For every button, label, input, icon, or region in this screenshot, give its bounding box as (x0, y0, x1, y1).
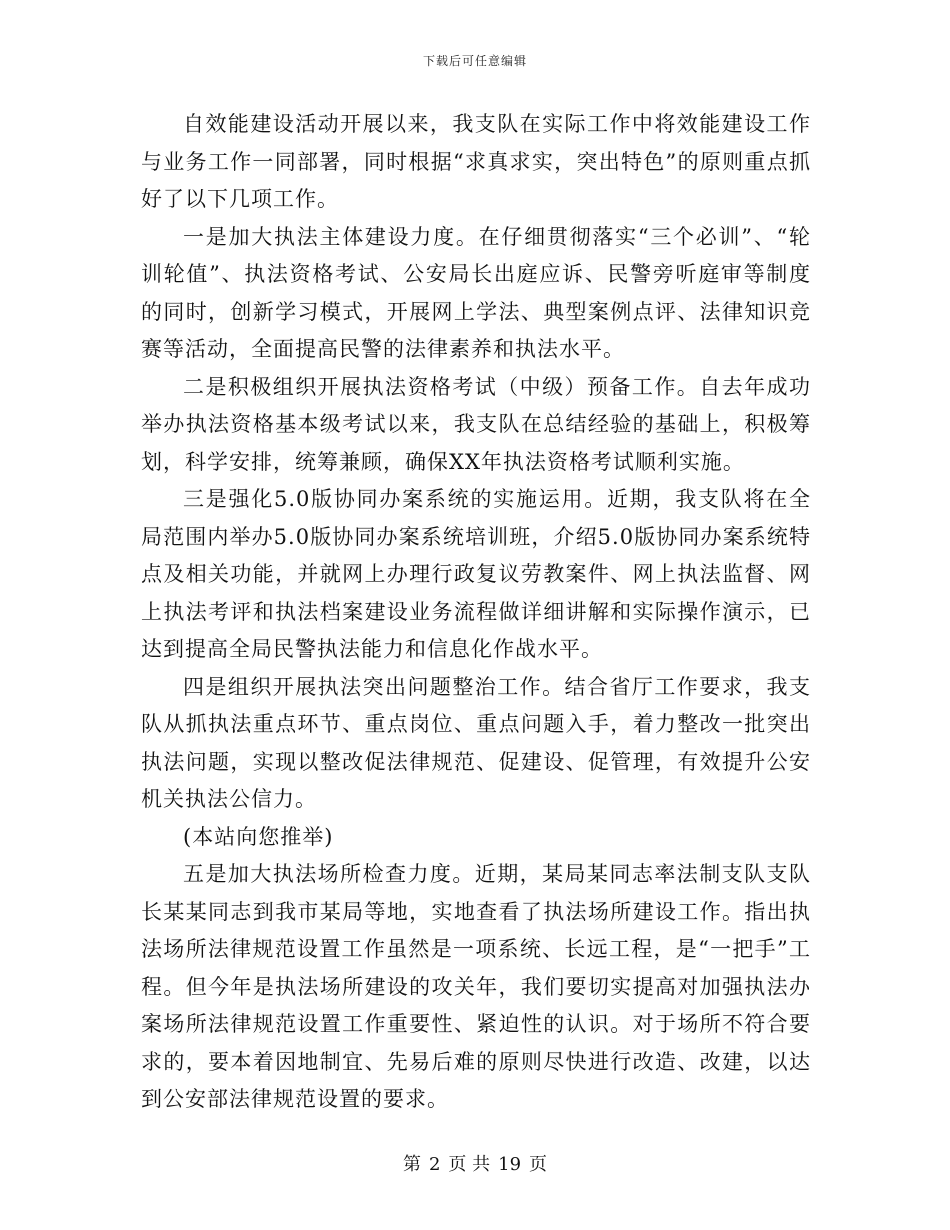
footer-suffix: 页 (529, 1154, 548, 1175)
footer-middle: 页 共 (448, 1154, 491, 1175)
page-footer (0, 1150, 950, 1176)
paragraph-item-3: 三是强化5.0版协同办案系统的实施运用。近期，我支队将在全局范围内举办5.0版协同办案系统培训班，介绍5.0版协同办案系统特点及相关功能，并就网上办理行政复议劳教案件、网上执法监督、网上执法考评和执法档案建设业务流程做详细讲解和实际操作演示，已达到提高全局民警执法能力和信息化作战水平。 (141, 487, 811, 661)
paragraph-item-5: 五是加大执法场所检查力度。近期，某局某同志率法制支队支队长某某同志到我市某局等地，实地查看了执法场所建设工作。指出执法场所法律规范设置工作虽然是一项系统、长远工程，是“一把手”工程。但今年是执法场所建设的攻关年，我们要切实提高对加强执法办案场所法律规范设置工作重要性、紧迫性的认识。对于场所不符合要求的，要本着因地制宜、先易后难的原则尽快进行改造、改建，以达到公安部法律规范设置的要求。 (141, 862, 811, 1111)
paragraph-intro: 自效能建设活动开展以来，我支队在实际工作中将效能建设工作与业务工作一同部署，同时根据“求真求实，突出特色”的原则重点抓好了以下几项工作。 (141, 112, 811, 211)
footer-page-number: 2 (428, 1154, 441, 1175)
footer-prefix: 第 (402, 1154, 421, 1175)
paragraph-item-2: 二是积极组织开展执法资格考试（中级）预备工作。自去年成功举办执法资格基本级考试以来，我支队在总结经验的基础上，积极筹划，科学安排，统筹兼顾，确保XX年执法资格考试顺利实施。 (141, 374, 811, 474)
paragraph-item-4: 四是组织开展执法突出问题整治工作。结合省厅工作要求，我支队从抓执法重点环节、重点岗位、重点问题入手，着力整改一批突出执法问题，实现以整改促法律规范、促建设、促管理，有效提升公安机关执法公信力。 (141, 674, 811, 811)
document-body (141, 106, 811, 1119)
footer-total-pages: 19 (498, 1154, 522, 1175)
paragraph-item-1: 一是加大执法主体建设力度。在仔细贯彻落实“三个必训”、“轮训轮值”、执法资格考试、公安局长出庭应诉、民警旁听庭审等制度的同时，创新学习模式，开展网上学法、典型案例点评、法律知识竞赛等活动，全面提高民警的法律素养和执法水平。 (141, 224, 811, 361)
paragraph-recommendation-note: (本站向您推举) (183, 824, 334, 849)
page-header: 下载后可任意编辑 (422, 54, 527, 68)
